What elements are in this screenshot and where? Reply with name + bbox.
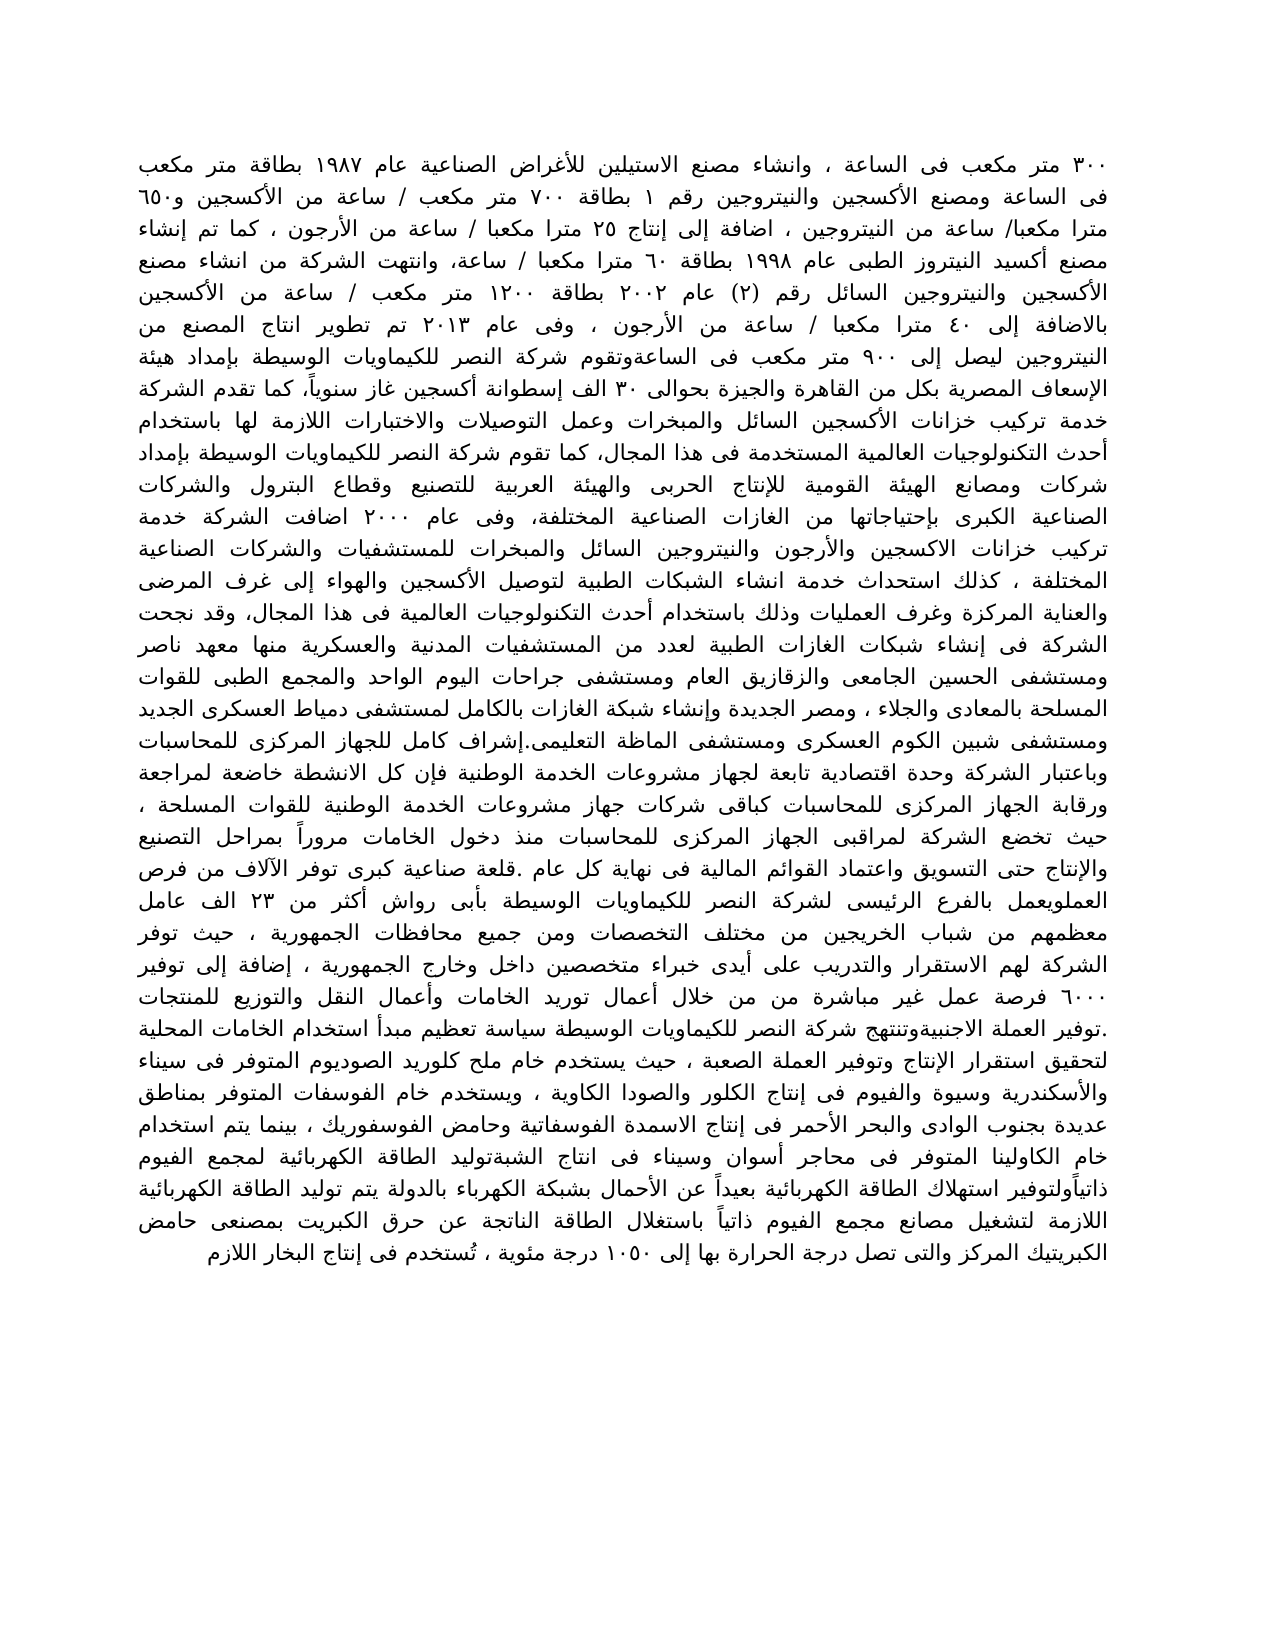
body-text — [138, 150, 1108, 1270]
text-line: .توفير العملة الاجنبيةوتنتهج شركة النصر للكيماويات الوسيطة سياسة تعظيم مبدأ استخدام الخامات المحلية — [138, 1017, 1108, 1042]
text-line: وباعتبار الشركة وحدة اقتصادية تابعة لجهاز مشروعات الخدمة الوطنية فإن كل الانشطة خاضعة لمراجعة — [138, 761, 1108, 786]
text-line: أحدث التكنولوجيات العالمية المستخدمة فى هذا المجال، كما تقوم شركة النصر للكيماويات الوسيطة بإمداد — [138, 441, 1108, 466]
text-line: بالاضافة إلى ٤٠ مترا مكعبا / ساعة من الأرجون ، وفى عام ٢٠١٣ تم تطوير انتاج المصنع من — [138, 313, 1109, 338]
text-line: خدمة تركيب خزانات الأكسجين السائل والمبخرات وعمل التوصيلات والاختبارات اللازمة لها باستخدام — [138, 409, 1108, 434]
text-line: المسلحة بالمعادى والجلاء ، ومصر الجديدة وإنشاء شبكة الغازات بالكامل لمستشفى دمياط العسكرى الجديد — [138, 697, 1108, 722]
text-line: لتحقيق استقرار الإنتاج وتوفير العملة الصعبة ، حيث يستخدم خام ملح كلوريد الصوديوم المتوفر فى سيناء — [138, 1049, 1108, 1074]
text-line: ٣٠٠ متر مكعب فى الساعة ، وانشاء مصنع الاستيلين للأغراض الصناعية عام ١٩٨٧ بطاقة متر مكعب — [138, 153, 1109, 178]
text-line: الشركة لهم الاستقرار والتدريب على أيدى خبراء متخصصين داخل وخارج الجمهورية ، إضافة إلى توفير — [138, 953, 1108, 978]
text-line: ومستشفى شبين الكوم العسكرى ومستشفى الماظة التعليمى.إشراف كامل للجهاز المركزى للمحاسبات — [138, 729, 1108, 754]
text-line: عديدة بجنوب الوادى والبحر الأحمر فى إنتاج الاسمدة الفوسفاتية وحامض الفوسفوريك ، بينما يتم استخدام — [138, 1113, 1108, 1138]
text-line: الأكسجين والنيتروجين السائل رقم (٢) عام ٢٠٠٢ بطاقة ١٢٠٠ متر مكعب / ساعة من الأكسجين — [138, 281, 1109, 306]
text-line: الشركة فى إنشاء شبكات الغازات الطبية لعدد من المستشفيات المدنية والعسكرية منها معهد ناصر — [138, 633, 1108, 658]
text-line: النيتروجين ليصل إلى ٩٠٠ متر مكعب فى الساعةوتقوم شركة النصر للكيماويات الوسيطة بإمداد هيئة — [138, 345, 1108, 370]
text-line: ٦٠٠٠ فرصة عمل غير مباشرة من من خلال أعمال توريد الخامات وأعمال النقل والتوزيع للمنتجات — [138, 985, 1108, 1010]
text-line: تركيب خزانات الاكسجين والأرجون والنيتروجين السائل والمبخرات للمستشفيات والشركات الصناعية — [138, 537, 1108, 562]
text-line: العملويعمل بالفرع الرئيسى لشركة النصر للكيماويات الوسيطة بأبى رواش أكثر من ٢٣ الف عامل — [138, 889, 1108, 914]
text-line: المختلفة ، كذلك استحداث خدمة انشاء الشبكات الطبية لتوصيل الأكسجين والهواء إلى غرف المرضى — [138, 569, 1108, 594]
text-line: مصنع أكسيد النيتروز الطبى عام ١٩٩٨ بطاقة ٦٠ مترا مكعبا / ساعة، وانتهت الشركة من انشاء مصنع — [138, 249, 1109, 274]
text-line: حيث تخضع الشركة لمراقبى الجهاز المركزى للمحاسبات منذ دخول الخامات مروراً بمراحل التصنيع — [138, 825, 1108, 850]
text-line: والأسكندرية وسيوة والفيوم فى إنتاج الكلور والصودا الكاوية ، ويستخدم خام الفوسفات المتوفر بمناطق — [138, 1081, 1108, 1106]
text-line: معظمهم من شباب الخريجين من مختلف التخصصات ومن جميع محافظات الجمهورية ، حيث توفر — [138, 921, 1108, 946]
text-line: الكبريتيك المركز والتى تصل درجة الحرارة بها إلى ١٠٥٠ درجة مئوية ، تُستخدم فى إنتاج البخار اللازم — [207, 1241, 1108, 1266]
text-line: فى الساعة ومصنع الأكسجين والنيتروجين رقم ١ بطاقة ٧٠٠ متر مكعب / ساعة من الأكسجين و٦٥٠ — [138, 185, 1108, 210]
text-line: الإسعاف المصرية بكل من القاهرة والجيزة بحوالى ٣٠ الف إسطوانة أكسجين غاز سنوياً، كما تقدم الشركة — [138, 377, 1108, 402]
text-line: خام الكاولينا المتوفر فى محاجر أسوان وسيناء فى انتاج الشبةتوليد الطاقة الكهربائية لمجمع الفيوم — [138, 1145, 1108, 1170]
text-line: مترا مكعبا/ ساعة من النيتروجين ، اضافة إلى إنتاج ٢٥ مترا مكعبا / ساعة من الأرجون ، كما تم إنشاء — [138, 217, 1108, 242]
text-line: ورقابة الجهاز المركزى للمحاسبات كباقى شركات جهاز مشروعات الخدمة الوطنية للقوات المسلحة ، — [138, 793, 1108, 818]
text-line: الصناعية الكبرى بإحتياجاتها من الغازات الصناعية المختلفة، وفى عام ٢٠٠٠ اضافت الشركة خدمة — [138, 505, 1109, 530]
text-line: ومستشفى الحسين الجامعى والزقازيق العام ومستشفى جراحات اليوم الواحد والمجمع الطبى للقوات — [138, 665, 1108, 690]
text-line: والإنتاج حتى التسويق واعتماد القوائم المالية فى نهاية كل عام .قلعة صناعية كبرى توفر الآلاف من فرص — [138, 857, 1108, 882]
text-line: شركات ومصانع الهيئة القومية للإنتاج الحربى والهيئة العربية للتصنيع وقطاع البترول والشركات — [138, 473, 1108, 498]
text-line: اللازمة لتشغيل مصانع مجمع الفيوم ذاتياً باستغلال الطاقة الناتجة عن حرق الكبريت بمصنعى حامض — [138, 1209, 1108, 1234]
text-line: والعناية المركزة وغرف العمليات وذلك باستخدام أحدث التكنولوجيات العالمية فى هذا المجال، وقد نجحت — [138, 601, 1108, 626]
text-line: ذاتياًولتوفير استهلاك الطاقة الكهربائية بعيداً عن الأحمال بشبكة الكهرباء بالدولة يتم توليد الطاقة الكهربائية — [138, 1177, 1108, 1202]
